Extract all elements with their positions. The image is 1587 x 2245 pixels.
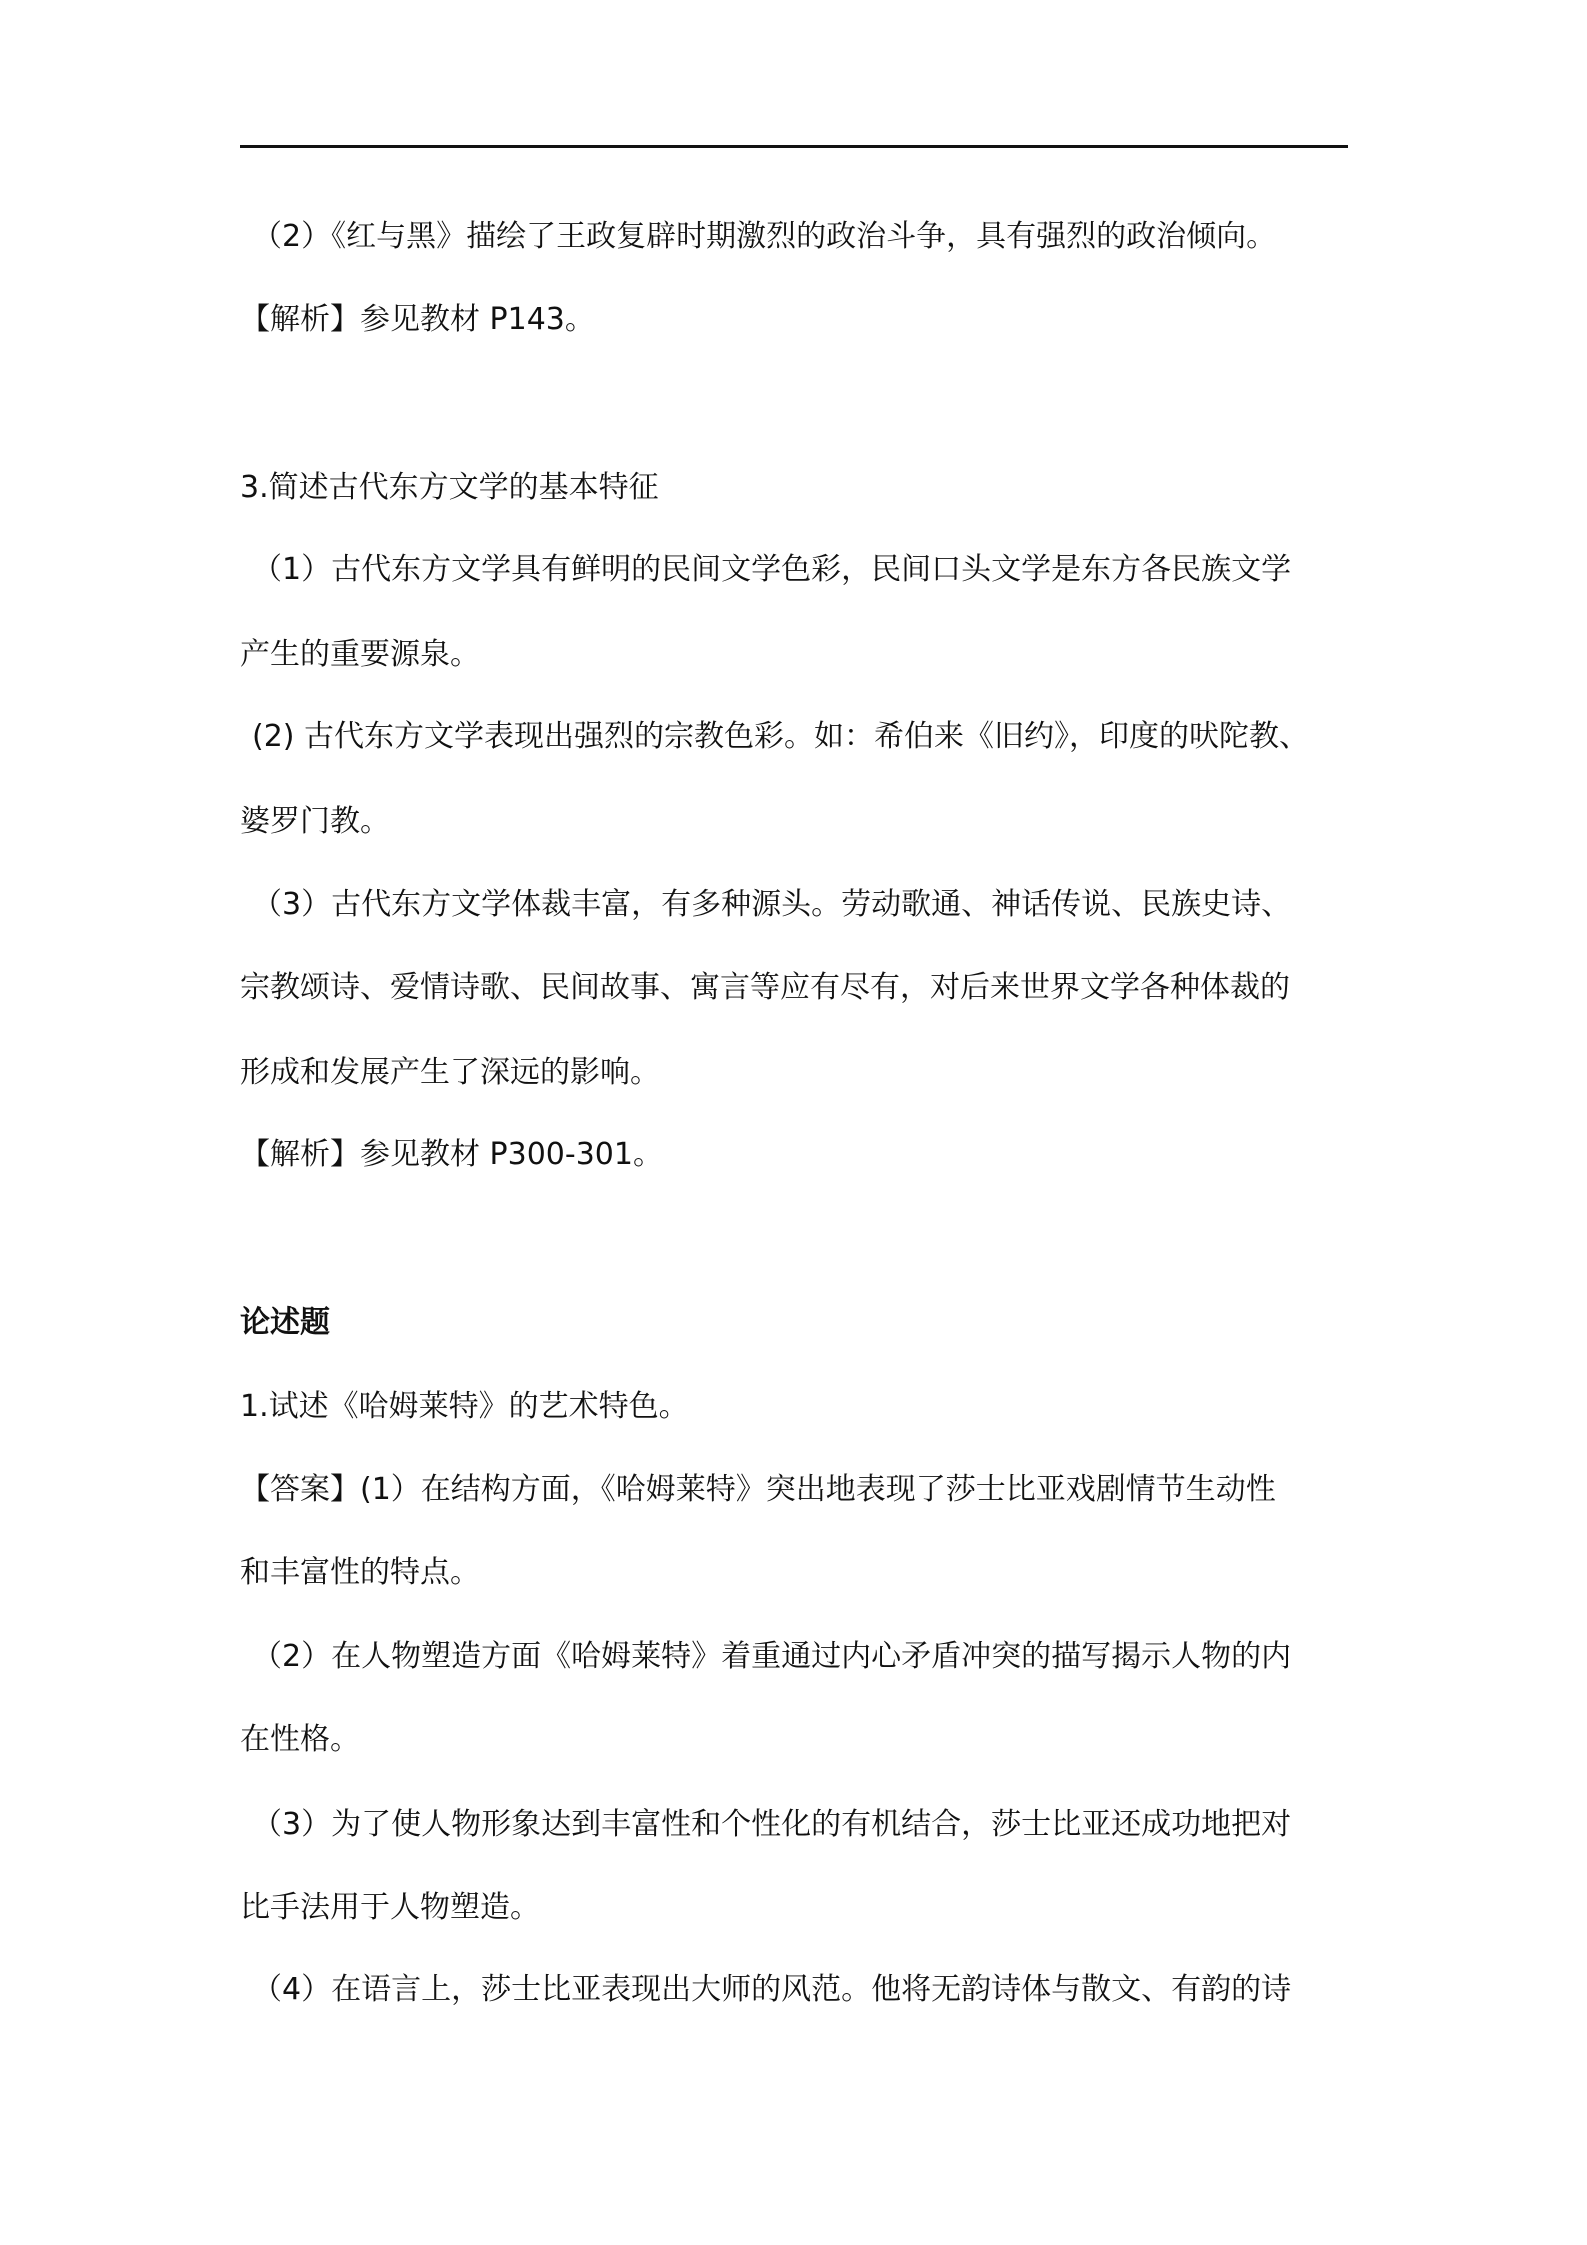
essay-answer-item-2-line-2: 在性格。 (240, 1722, 360, 1757)
essay-answer-item-1-line-1: 【答案】(1）在结构方面，《哈姆莱特》突出地表现了莎士比亚戏剧情节生动性 (240, 1472, 1276, 1507)
answer-3-item-2-line-2: 婆罗门教。 (240, 804, 390, 839)
answer-3-item-1-line-2: 产生的重要源泉。 (240, 637, 480, 672)
essay-answer-item-4-line-1: （4）在语言上，莎士比亚表现出大师的风范。他将无韵诗体与散文、有韵的诗 (252, 1972, 1292, 2007)
question-3-title: 3.简述古代东方文学的基本特征 (240, 470, 659, 505)
answer-3-item-3-line-2: 宗教颂诗、爱情诗歌、民间故事、寓言等应有尽有，对后来世界文学各种体裁的 (240, 970, 1290, 1005)
essay-answer-item-3-line-1: （3）为了使人物形象达到丰富性和个性化的有机结合，莎士比亚还成功地把对 (252, 1807, 1292, 1842)
section-heading-essay: 论述题 (240, 1305, 330, 1340)
answer-3-item-1-line-1: （1）古代东方文学具有鲜明的民间文学色彩，民间口头文学是东方各民族文学 (252, 552, 1292, 587)
answer-3-item-3-line-1: （3）古代东方文学体裁丰富，有多种源头。劳动歌通、神话传说、民族史诗、 (252, 887, 1292, 922)
header-rule (240, 145, 1348, 148)
essay-answer-item-2-line-1: （2）在人物塑造方面《哈姆莱特》着重通过内心矛盾冲突的描写揭示人物的内 (252, 1639, 1292, 1674)
essay-question-1-title: 1.试述《哈姆莱特》的艺术特色。 (240, 1389, 689, 1424)
analysis-line-p143: 【解析】参见教材 P143。 (240, 302, 595, 337)
answer-line-hongyuhei: （2）《红与黑》描绘了王政复辟时期激烈的政治斗争，具有强烈的政治倾向。 (252, 219, 1277, 254)
analysis-line-p300: 【解析】参见教材 P300-301。 (240, 1137, 663, 1172)
essay-answer-item-3-line-2: 比手法用于人物塑造。 (240, 1890, 540, 1925)
answer-3-item-2-line-1: (2) 古代东方文学表现出强烈的宗教色彩。如：希伯来《旧约》，印度的吠陀教、 (252, 719, 1310, 754)
essay-answer-item-1-line-2: 和丰富性的特点。 (240, 1555, 480, 1590)
answer-3-item-3-line-3: 形成和发展产生了深远的影响。 (240, 1055, 660, 1090)
